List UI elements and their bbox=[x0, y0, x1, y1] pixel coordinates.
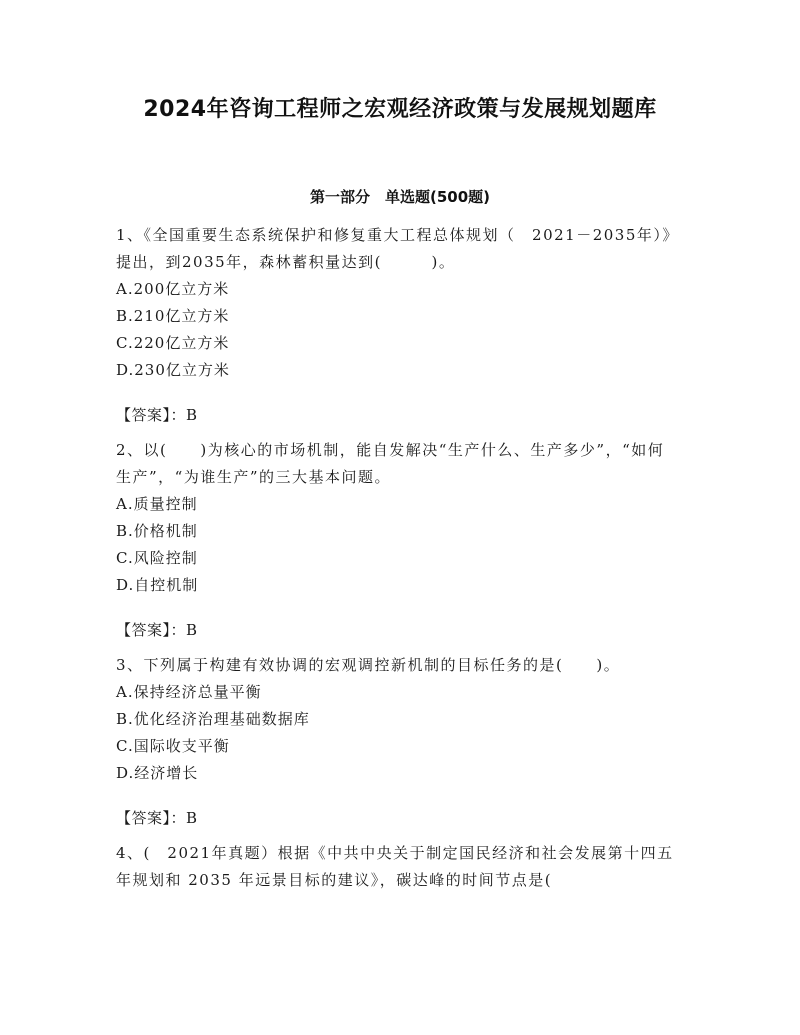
question-stem: 4、( 2021年真题）根据《中共中央关于制定国民经济和社会发展第十四五年规划和 2035 年远景目标的建议》，碳达峰的时间节点是( bbox=[116, 844, 674, 889]
answer: 【答案】：B bbox=[116, 809, 198, 827]
option-a: A.保持经济总量平衡 bbox=[116, 683, 262, 701]
question-stem: 3、下列属于构建有效协调的宏观调控新机制的目标任务的是( )。 bbox=[116, 656, 621, 674]
option-a: A.200亿立方米 bbox=[116, 280, 230, 298]
question-stem: 1、《全国重要生态系统保护和修复重大工程总体规划（ 2021－2035年）》提出，到2035年，森林蓄积量达到( )。 bbox=[116, 226, 672, 271]
document-title: 2024年咨询工程师之宏观经济政策与发展规划题库 bbox=[143, 97, 657, 122]
option-c: C.国际收支平衡 bbox=[116, 737, 230, 755]
option-d: D.230亿立方米 bbox=[116, 361, 230, 379]
option-c: C.220亿立方米 bbox=[116, 334, 230, 352]
option-c: C.风险控制 bbox=[116, 549, 198, 567]
option-b: B.优化经济治理基础数据库 bbox=[116, 710, 310, 728]
option-d: D.自控机制 bbox=[116, 576, 199, 594]
answer: 【答案】：B bbox=[116, 406, 198, 424]
section-title: 第一部分 单选题(500题) bbox=[309, 188, 491, 206]
question-list bbox=[116, 222, 676, 902]
answer: 【答案】：B bbox=[116, 621, 198, 639]
question-stem: 2、以( )为核心的市场机制，能自发解决“生产什么、生产多少”，“如何生产”，“为谁生产”的三大基本问题。 bbox=[116, 441, 665, 486]
question-3 bbox=[116, 652, 676, 832]
question-2 bbox=[116, 437, 676, 644]
option-b: B.210亿立方米 bbox=[116, 307, 230, 325]
question-1 bbox=[116, 222, 676, 429]
option-d: D.经济增长 bbox=[116, 764, 199, 782]
question-4 bbox=[116, 840, 676, 894]
option-b: B.价格机制 bbox=[116, 522, 198, 540]
option-a: A.质量控制 bbox=[116, 495, 198, 513]
